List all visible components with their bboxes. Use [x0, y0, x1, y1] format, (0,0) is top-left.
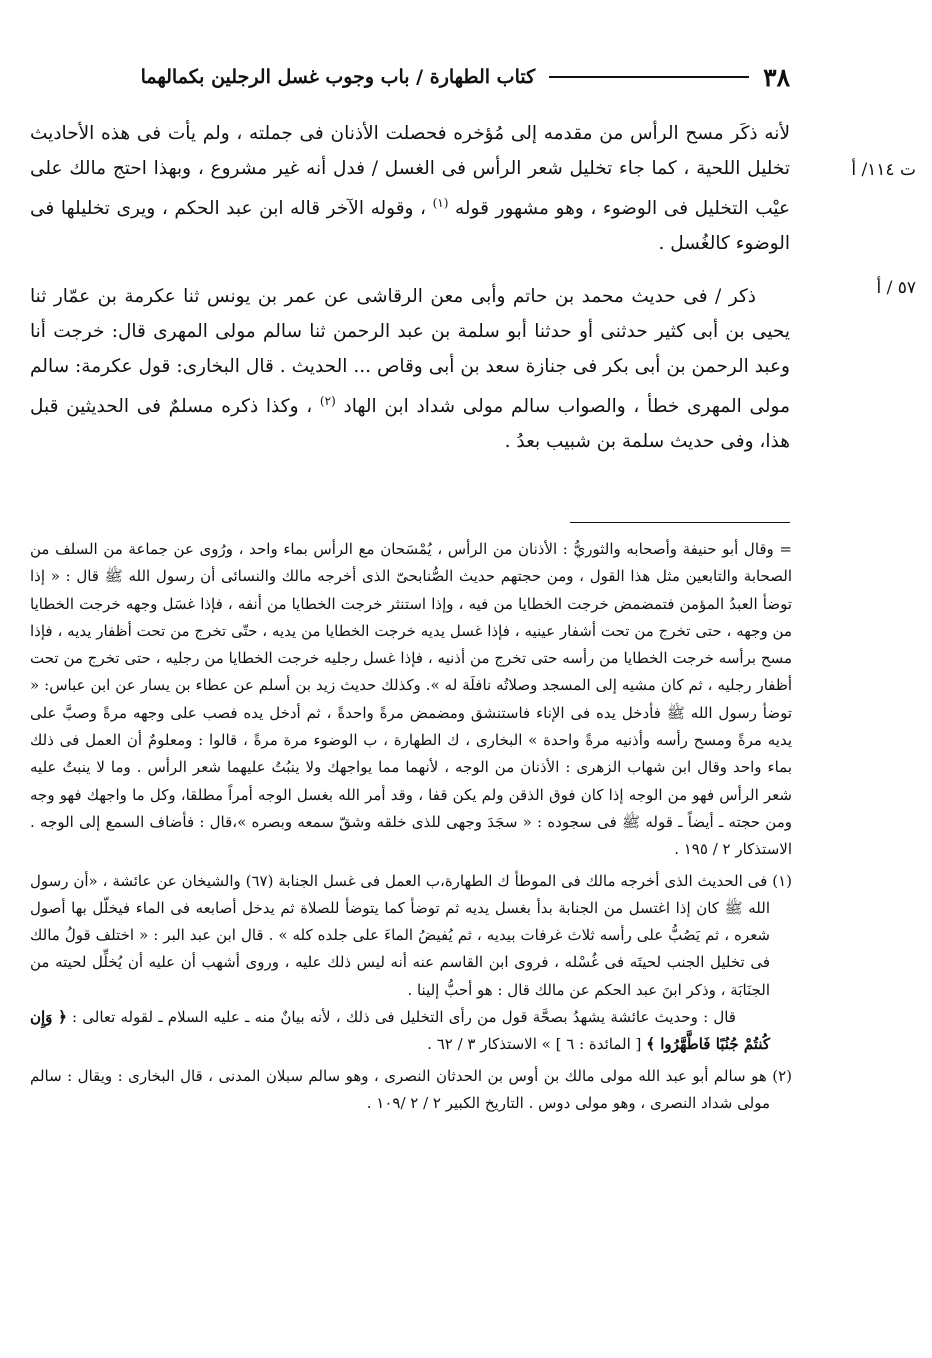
quran-verse: ﴿ وَإِن كُنتُمْ جُنُبًا فَاطَّهَّرُوا ﴾	[30, 1008, 770, 1054]
running-title: كتاب الطهارة / باب وجوب غسل الرجلين بكمالهما	[140, 66, 536, 88]
paragraph-text: ، وكذا ذكره مسلمٌ فى الحديثين قبل هذا، وفى حديث سلمة بن شبيب بعدُ .	[30, 396, 790, 453]
margin-note-manuscript-ref: ٥٧ / أ	[876, 278, 916, 298]
main-paragraph	[30, 116, 790, 261]
footnote-marker: (١)	[772, 871, 792, 890]
running-header	[38, 62, 790, 92]
header-rule	[549, 76, 749, 78]
paragraph-text: ذكر / فى حديث محمد بن حاتم وأبى معن الرقاشى عن عمر بن يونس ثنا عكرمة بن عمّار ثنا يحيى بن أبى كثير حدثنى أو حدثنا أبو سلمة بن عبد الرحمن ثنا سالم مولى المهرى قال: خرجت أنا وعبد الرحمن بن أبى بكر فى جنازة سعد بن أبى وقاص ... الحديث . قال البخارى: قول عكرمة: سالم مولى المهرى خطأ ، والصواب سالم مولى شداد ابن الهاد	[30, 286, 790, 418]
footnote-text: فى الحديث الذى أخرجه مالك فى الموطأ ك الطهارة،ب العمل فى غسل الجنابة (٦٧) والشيخان عن عائشة ، «أن رسول الله ﷺ كان إذا اغتسل من الجنابة بدأ بغسل يديه ثم توضأ كما يتوضأ للصلاة ثم يدخل أصابعه فى الماء فيخلّل بها أصول شعره ، ثم يَصُبُّ على رأسه ثلاث غرفات بيديه ، ثم يُفيضُ الماءَ على جلده كله » . قال ابن عبد البر : « اختلف قولُ مالك فى تخليل الجنب لحيتَه فى غُسْله ، فروى ابن القاسم عنه أنه ليس ذلك عليه ، وروى أشهب أن عليه أن يُخلِّل لحيته من الجنَابَة ، وذكر ابنَ عبد الحكم عن مالك قال : هو أحبُّ إلينا .	[30, 871, 770, 999]
main-paragraph	[30, 279, 790, 459]
footnote-text: هو سالم أبو عبد الله مولى مالك بن أوس بن الحدثان النصرى ، وهو سالم سبلان المدنى ، قال البخارى : ويقال : سالم مولى شداد النصرى ، وهو مولى دوس . التاريخ الكبير ٢ / ٢ /١٠٩ .	[30, 1066, 770, 1112]
paragraph-text: ، وقوله الآخر قاله ابن عبد الحكم ، ويرى تخليلها فى الوضوء كالغُسل .	[30, 198, 790, 255]
main-text	[30, 116, 790, 467]
footnotes-section	[30, 536, 792, 1121]
footnote-separator	[570, 522, 790, 523]
footnote-text: = وقال أبو حنيفة وأصحابه والثوريُّ : الأذنان من الرأس ، يُمْسَحان مع الرأس بماء واحد ، ورُوى عن جماعة من السلف من الصحابة والتابعين مثل هذا القول ، ومن حجتهم حديث الصُّنابحىّ الذى أخرجه مالك والنسائى أن رسول الله ﷺ قال : « إذا توضأ العبدُ المؤمن فتمضمض خرجت الخطايا من فيه ، وإذا استنثر خرجت الخطايا من أنفه ، فإذا غسَل وجهه خرجت الخطايا من وجهه ، حتى تخرج من تحت أشفار عينيه ، فإذا غسل يديه خرجت الخطايا من يديه ، حتّى تخرج من تحت أظفار يديه ، فإذا مسح برأسه خرجت الخطايا من رأسه حتى تخرج من أذنيه ، فإذا غسل رجليه خرجت الخطايا من رجليه ، حتى تخرج من تحت أظفار رجليه ، ثم كان مشيه إلى المسجد وصلاتُه نافلَة له ». وكذلك حديث زيد بن أسلم عن عطاء بن يسار عن ابن عباس: « توضأ رسول الله ﷺ فأدخل يده فى الإناء فاستنشق ومضمض مرةً واحدةً ، ثم أدخل يده فصب على وجهه مرةً وصبَّ على يديه مرةً ومسح رأسه وأذنيه مرةً واحدة » البخارى ، ك الطهارة ، ب الوضوء مرة مرةً ، قالوا : ومعلومٌ أن العمل فى ذلك بماء واحد وقال ابن شهاب الزهرى : الأذنان من الوجه ، لأنهما مما يواجهك ولا ينبُتُ عليهما شعر الرأس . وما لا ينبتُ عليه شعر الرأس فهو من الوجه إذا كان فوق الذقن ولم يكن قفا ، وقد أمر الله بغسل الوجه أمراً مطلقا، وكل ما واجهك فهو وجه ومن حجته ـ أيضاً ـ قوله ﷺ فى سجوده : « سجَدَ وجهى للذى خلقه وشقّ سمعه وبصره »،قال : فأضاف السمع إلى الوجه . الاستذكار ٢ / ١٩٥ .	[30, 540, 792, 859]
page-number: ٣٨	[763, 62, 790, 92]
paragraph-text: لأنه ذكَر مسح الرأس من مقدمه إلى مُؤخره فحصلت الأذنان فى جملته ، ولم يأت فى هذه الأحاديث تخليل اللحية ، كما جاء تخليل شعر الرأس فى الغسل / فدل أنه غير مشروع ، وبهذا احتج مالك على عيْب التخليل فى الوضوء ، وهو مشهور قوله	[30, 123, 790, 220]
footnote-text: [ المائدة : ٦ ] » الاستذكار ٣ / ٦٢ .	[427, 1035, 642, 1054]
margin-note-manuscript-ref: ت ١١٤/ أ	[851, 160, 916, 180]
footnote-marker: (٢)	[772, 1066, 792, 1085]
footnote-continuation	[30, 536, 792, 864]
footnote-reference: (٢)	[319, 394, 336, 409]
footnote-1	[30, 868, 792, 1059]
footnote-text: قال : وحديث عائشة يشهدُ بصحَّة قول من رأى التخليل فى ذلك ، لأنه بيانٌ منه ـ عليه السلام ـ لقوله تعالى :	[72, 1008, 736, 1027]
footnote-reference: (١)	[432, 196, 449, 210]
footnote-2	[30, 1063, 792, 1118]
